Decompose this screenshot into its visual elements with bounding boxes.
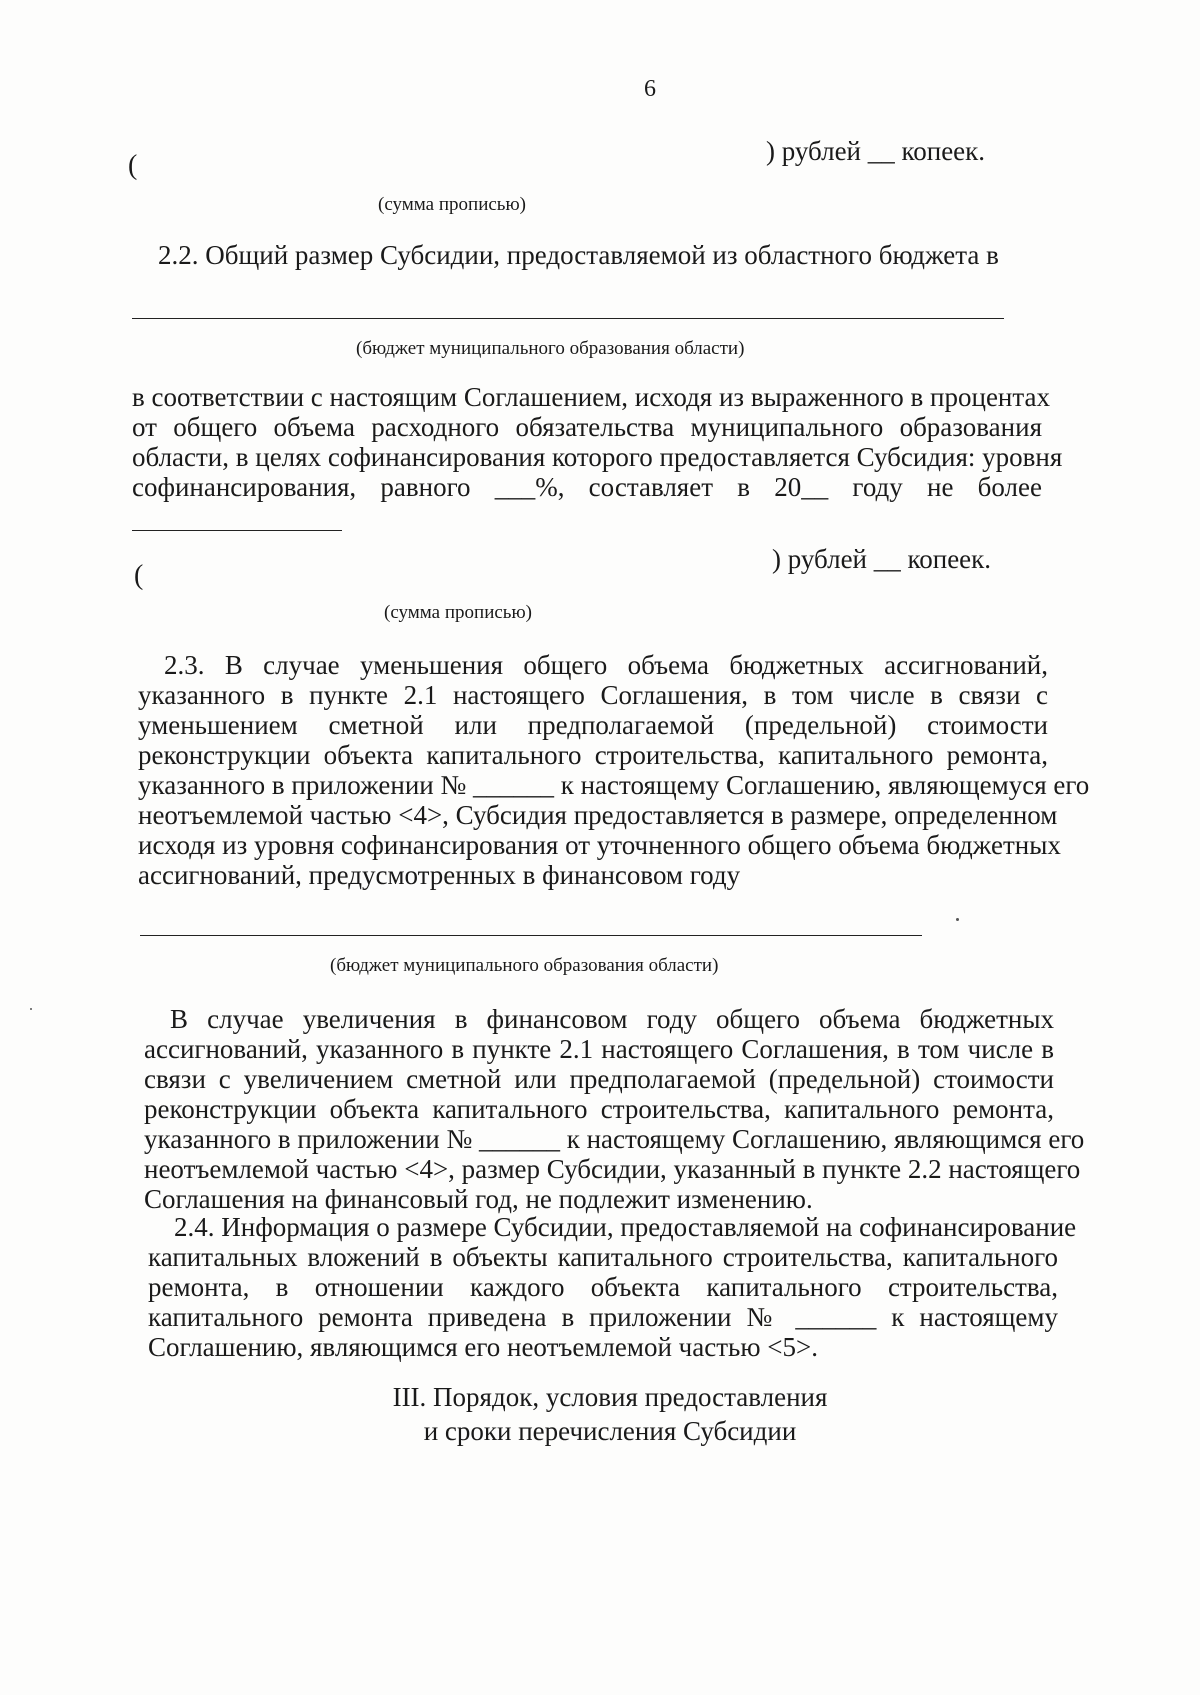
text-line: 2.3. В случае уменьшения общего объема бюджетных ассигнований,: [164, 650, 1048, 680]
text-line: реконструкции объекта капитального строительства, капитального ремонта,: [144, 1094, 1054, 1124]
section-3-heading: [330, 1380, 890, 1448]
text-line: Соглашению, являющимся его неотъемлемой частью <5>.: [148, 1332, 818, 1362]
sum-rubles-kopecks-2: ) рублей __ копеек.: [772, 544, 992, 574]
text-line: 2.4. Информация о размере Субсидии, предоставляемой на софинансирование: [174, 1212, 1077, 1242]
text-line: ассигнований, предусмотренных в финансовом году: [138, 860, 741, 890]
budget-blank-line: [132, 318, 1004, 319]
clause-2-2-lead: 2.2. Общий размер Субсидии, предоставляемой из областного бюджета в: [158, 240, 999, 270]
text-line: области, в целях софинансирования которого предоставляется Субсидия: уровня: [132, 442, 1063, 472]
text-line: указанного в пункте 2.1 настоящего Соглашения, в том числе в связи с: [138, 680, 1048, 710]
amount-blank-line: [132, 530, 342, 531]
budget-blank-line-2: [140, 935, 922, 936]
text-line: от общего объема расходного обязательства муниципального образования: [132, 412, 1042, 442]
text-line: исходя из уровня софинансирования от уточненного общего объема бюджетных: [138, 830, 1061, 860]
clause-2-2-body: [132, 382, 1063, 502]
text-line: реконструкции объекта капитального строительства, капитального ремонта,: [138, 740, 1048, 770]
text-line: ассигнований, указанного в пункте 2.1 настоящего Соглашения, в том числе в: [144, 1034, 1054, 1064]
page-number: 6: [644, 76, 656, 102]
text-line: Соглашения на финансовый год, не подлежит изменению.: [144, 1184, 813, 1214]
budget-caption-2: (бюджет муниципального образования области): [330, 955, 719, 976]
text-line: В случае увеличения в финансовом году общего объема бюджетных: [170, 1004, 1054, 1034]
sum-open-paren: (: [128, 150, 138, 181]
sum-caption: (сумма прописью): [378, 194, 526, 215]
increase-paragraph: [144, 1004, 1085, 1214]
text-line: связи с увеличением сметной или предполагаемой (предельной) стоимости: [144, 1064, 1054, 1094]
text-line: указанного в приложении № ______ к настоящему Соглашению, являющемуся его: [138, 770, 1090, 800]
text-line: уменьшением сметной или предполагаемой (предельной) стоимости: [138, 710, 1048, 740]
sum-open-paren-2: (: [134, 560, 144, 591]
text-line: неотъемлемой частью <4>, Субсидия предоставляется в размере, определенном: [138, 800, 1058, 830]
text-line: капитальных вложений в объекты капитального строительства, капитального: [148, 1242, 1058, 1272]
budget-caption: (бюджет муниципального образования области): [356, 338, 745, 359]
scan-speck: [30, 1008, 32, 1010]
sum-rubles-kopecks: ) рублей __ копеек.: [766, 136, 986, 166]
text-line: софинансирования, равного ___%, составляет в 20__ году не более: [132, 472, 1042, 502]
text-line: капитального ремонта приведена в приложении № ______ к настоящему: [148, 1302, 1058, 1332]
clause-2-3: [138, 650, 1090, 890]
scan-speck: [956, 918, 959, 921]
text-line: в соответствии с настоящим Соглашением, исходя из выраженного в процентах: [132, 382, 1050, 412]
text-line: указанного в приложении № ______ к настоящему Соглашению, являющимся его: [144, 1124, 1085, 1154]
section-3-title-line-2: и сроки перечисления Субсидии: [423, 1416, 797, 1446]
text-line: неотъемлемой частью <4>, размер Субсидии, указанный в пункте 2.2 настоящего: [144, 1154, 1081, 1184]
sum-caption-2: (сумма прописью): [384, 602, 532, 623]
section-3-title-line-1: III. Порядок, условия предоставления: [392, 1382, 828, 1412]
text-line: ремонта, в отношении каждого объекта капитального строительства,: [148, 1272, 1058, 1302]
clause-2-4: [148, 1212, 1077, 1362]
